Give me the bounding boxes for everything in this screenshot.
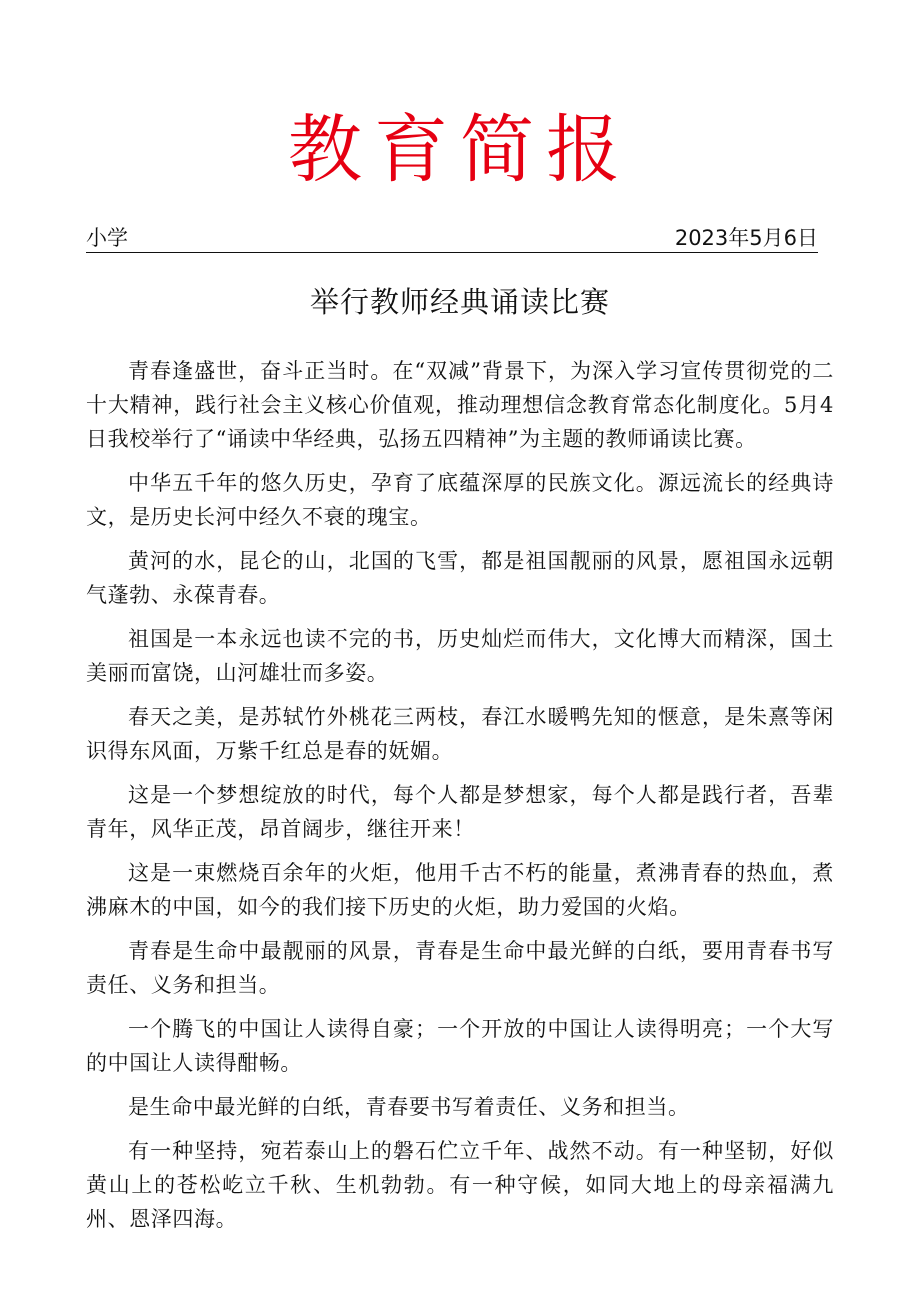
dateline	[86, 224, 818, 253]
paragraph: 黄河的水，昆仑的山，北国的飞雪，都是祖国靓丽的风景，愿祖国永远朝气蓬勃、永葆青春。	[86, 549, 834, 607]
paragraph: 祖国是一本永远也读不完的书，历史灿烂而伟大，文化博大而精深，国土美丽而富饶，山河雄壮而多姿。	[86, 627, 834, 685]
paragraph: 中华五千年的悠久历史，孕育了底蕴深厚的民族文化。源远流长的经典诗文，是历史长河中经久不衰的瑰宝。	[86, 471, 834, 529]
paragraph: 这是一束燃烧百余年的火炬，他用千古不朽的能量，煮沸青春的热血，煮沸麻木的中国，如今的我们接下历史的火炬，助力爱国的火焰。	[86, 861, 834, 919]
paragraph: 这是一个梦想绽放的时代，每个人都是梦想家，每个人都是践行者，吾辈青年，风华正茂，昂首阔步，继往开来！	[86, 783, 834, 841]
article-headline: 举行教师经典诵读比赛	[309, 285, 610, 319]
article-body	[86, 354, 834, 1246]
paragraph: 青春逢盛世，奋斗正当时。在“双减”背景下，为深入学习宣传贯彻党的二十大精神，践行社会主义核心价值观，推动理想信念教育常态化制度化。5月4日我校举行了“诵读中华经典，弘扬五四精神”为主题的教师诵读比赛。	[86, 359, 834, 451]
paragraph: 春天之美，是苏轼竹外桃花三两枝，春江水暖鸭先知的惬意，是朱熹等闲识得东风面，万紫千红总是春的妩媚。	[86, 705, 834, 763]
paragraph: 一个腾飞的中国让人读得自豪；一个开放的中国让人读得明亮；一个大写的中国让人读得酣畅。	[86, 1017, 834, 1075]
issue-date: 2023年5月6日	[674, 226, 818, 250]
paragraph: 是生命中最光鲜的白纸，青春要书写着责任、义务和担当。	[128, 1095, 690, 1119]
newsletter-masthead: 教育简报	[288, 107, 632, 193]
school-name: 小学	[86, 226, 128, 250]
paragraph: 青春是生命中最靓丽的风景，青春是生命中最光鲜的白纸，要用青春书写责任、义务和担当。	[86, 939, 834, 997]
paragraph: 有一种坚持，宛若泰山上的磐石伫立千年、战然不动。有一种坚韧，好似黄山上的苍松屹立千秋、生机勃勃。有一种守候，如同大地上的母亲福满九州、恩泽四海。	[86, 1139, 834, 1231]
